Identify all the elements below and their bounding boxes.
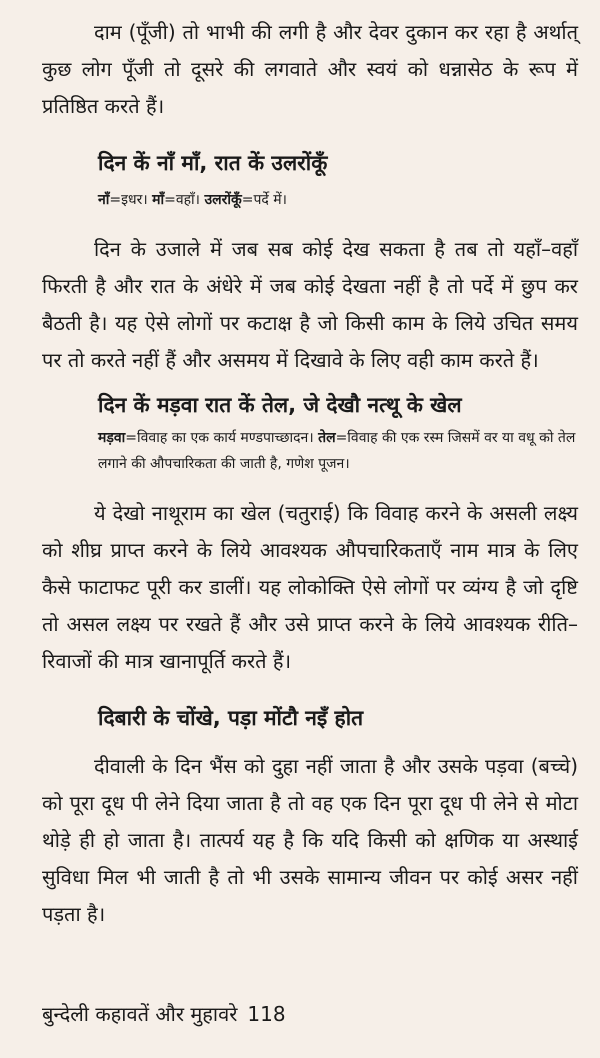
gloss-term: उलरोंकूँ [204,192,242,208]
glossary-naa-maa [42,187,578,213]
paragraph-diwali-ke-din: दीवाली के दिन भैंस को दुहा नहीं जाता है और उसके पड़वा (बच्चे) को पूरा दूध पी लेने दिया जाता है तो वह एक दिन पूरा दूध पी लेने से मोटा थोड़े ही हो जाता है। तात्पर्य यह है कि यदि किसी को क्षणिक या अस्थाई सुविधा मिल भी जाती है तो भी उसके सामान्य जीवन पर कोई असर नहीं पड़ता है। [42,754,578,926]
gloss-definition: =पर्दे में। [241,192,287,208]
proverb-heading-dibari-ke-chonkhe: दिबारी के चोंखे, पड़ा मोंटौ नइँ होत [98,706,364,730]
proverb-heading-din-ke-naa-maa: दिन कें नाँ माँ, रात कें उलरोंकूँ [98,151,328,175]
gloss-definition: =इधर। [109,192,148,208]
proverb-heading-din-ke-madva: दिन कें मड़वा रात कें तेल, जे देखौ नत्थू के खेल [98,393,462,417]
paragraph-din-ke-ujale: दिन के उजाले में जब सब कोई देख सकता है तब तो यहाँ–वहाँ फिरती है और रात के अंधेरे में जब कोई देखता नहीं है तो पर्दे में छुप कर बैठती है। यह ऐसे लोगों पर कटाक्ष है जो किसी काम के लिये उचित समय पर तो करते नहीं हैं और असमय में दिखावे के लिए वही काम करते हैं। [42,237,578,372]
paragraph-nathuram-ka-khel: ये देखो नाथूराम का खेल (चतुराई) कि विवाह करने के असली लक्ष्य को शीघ्र प्राप्त करने के लिये आवश्यक औपचारिकताएँ नाम मात्र के लिए कैसे फाटाफट पूरी कर डालीं। यह लोकोक्ति ऐसे लोगों पर व्यंग्य है जो दृष्टि तो असल लक्ष्य पर रखते हैं और उसे प्राप्त करने के लिये आवश्यक रीति–रिवाजों की मात्र खानापूर्ति करते हैं। [42,501,578,673]
gloss-definition: =विवाह की एक रस्म जिसमें वर या वधू को तेल लगाने की औपचारिकता की जाती है, गणेश पूजन। [98,430,576,472]
gloss-definition: =वहाँ। [164,192,200,208]
paragraph-daam-punji: दाम (पूँजी) तो भाभी की लगी है और देवर दुकान कर रहा है अर्थात् कुछ लोग पूँजी तो दूसरे की लगवाते और स्वयं को धन्नासेठ के रूप में प्रतिष्ठित करते हैं। [42,20,578,118]
page-number: 118 [247,1002,286,1026]
gloss-term: नाँ [98,192,110,208]
gloss-term: माँ [152,192,165,208]
book-title: बुन्देली कहावतें और मुहावरे [42,1002,238,1026]
gloss-term: तेल [318,430,336,446]
glossary-madva-tel [42,425,578,477]
gloss-term: मड़वा [98,430,126,446]
page-footer [42,1000,286,1028]
gloss-definition: =विवाह का एक कार्य मण्डपाच्छादन। [125,430,314,446]
